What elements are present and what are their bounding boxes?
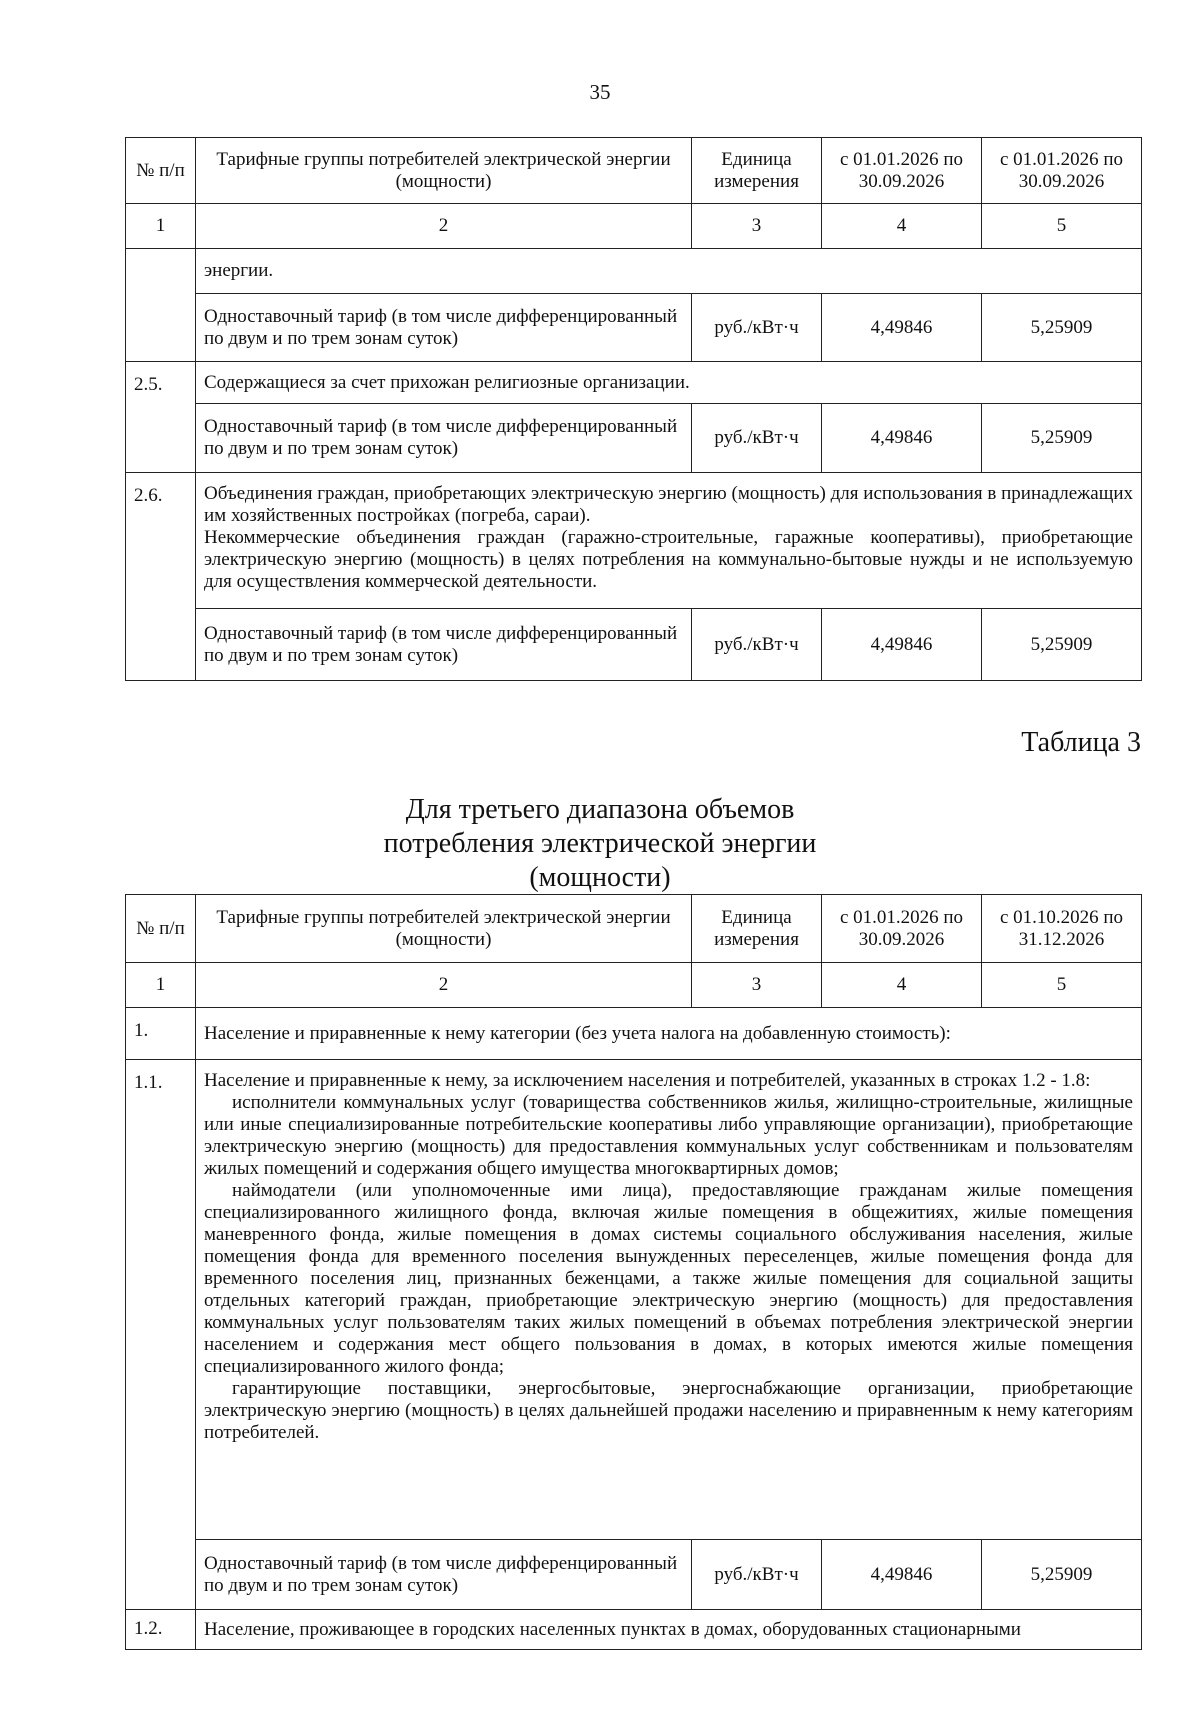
table-header-row [126,138,1142,204]
col-header-groups: Тарифные группы потребителей электрической энергии (мощности) [196,138,692,204]
tariff-value-1: 4,49846 [822,404,982,473]
row-description [196,1060,1142,1540]
table-row [126,249,1142,294]
col-index: 5 [982,963,1142,1008]
row-number: 2.5. [126,362,196,473]
row-description: Содержащиеся за счет прихожан религиозные организации. [196,362,1142,404]
col-header-unit: Единица измерения [692,138,822,204]
col-header-period-1: с 01.01.2026 по 30.09.2026 [822,895,982,963]
tariff-value-2: 5,25909 [982,404,1142,473]
row-description-part: Объединения граждан, приобретающих электрическую энергию (мощность) для использования в принадлежащих им хозяйственных постройках (погреба, сараи). [204,483,1133,526]
row-number: 1. [126,1008,196,1060]
row-number: 1.2. [126,1610,196,1650]
tariff-table-continued [125,137,1142,681]
column-index-row [126,963,1142,1008]
table-row [126,362,1142,404]
tariff-value-2: 5,25909 [982,609,1142,681]
table-label: Таблица 3 [1021,727,1141,758]
tariff-label: Одноставочный тариф (в том числе дифференцированный по двум и по трем зонам суток) [196,609,692,681]
col-header-number: № п/п [126,895,196,963]
tariff-value-2: 5,25909 [982,294,1142,362]
row-description [196,473,1142,609]
table-row [126,1060,1142,1540]
page-number: 35 [589,80,611,104]
row-description: энергии. [196,249,1142,294]
tariff-unit: руб./кВт·ч [692,1540,822,1610]
col-header-period-2: с 01.10.2026 по 31.12.2026 [982,895,1142,963]
tariff-unit: руб./кВт·ч [692,294,822,362]
tariff-row [126,404,1142,473]
col-index: 2 [196,963,692,1008]
col-header-groups: Тарифные группы потребителей электрической энергии (мощности) [196,895,692,963]
tariff-row [126,609,1142,681]
table-heading: Для третьего диапазона объемов потребления электрической энергии (мощности) [383,794,817,893]
row-description: Население и приравненные к нему категории (без учета налога на добавленную стоимость): [196,1008,1142,1060]
row-description-part: наймодатели (или уполномоченные ими лица), предоставляющие гражданам жилые помещения специализированного жилищного фонда, включая жилые помещения в общежитиях, жилые помещения маневренного фонда, жилые помещения в домах системы социального обслуживания населения, жилые помещения фонда для временного поселения вынужденных переселенцев, жилые помещения фонда для временного поселения лиц, признанных беженцами, а также жилые помещения для социальной защиты отдельных категорий граждан, приобретающие электрическую энергию (мощность) для предоставления коммунальных услуг пользователям таких жилых помещений в объемах потребления электрической энергии населением и содержания мест общего пользования в домах, в которых имеются жилые помещения специализированного жилого фонда; [204,1180,1133,1377]
col-header-period-2: с 01.01.2026 по 30.09.2026 [982,138,1142,204]
col-index: 5 [982,204,1142,249]
col-index: 2 [196,204,692,249]
table-row [126,1008,1142,1060]
row-number: 2.6. [126,473,196,681]
tariff-unit: руб./кВт·ч [692,609,822,681]
col-index: 4 [822,963,982,1008]
tariff-value-1: 4,49846 [822,609,982,681]
col-index: 1 [126,963,196,1008]
tariff-label: Одноставочный тариф (в том числе дифференцированный по двум и по трем зонам суток) [196,1540,692,1610]
tariff-unit: руб./кВт·ч [692,404,822,473]
tariff-label: Одноставочный тариф (в том числе дифференцированный по двум и по трем зонам суток) [196,294,692,362]
table-row [126,1610,1142,1650]
col-index: 3 [692,204,822,249]
tariff-row [126,1540,1142,1610]
column-index-row [126,204,1142,249]
row-description-part: исполнители коммунальных услуг (товарищества собственников жилья, жилищно-строительные, жилищные или иные специализированные потребительские кооперативы либо управляющие организации), приобретающие электрическую энергию (мощность) для предоставления коммунальных услуг собственникам и пользователям жилых помещений и содержания общего имущества многоквартирных домов; [204,1092,1133,1179]
col-header-number: № п/п [126,138,196,204]
row-description-part: гарантирующие поставщики, энергосбытовые, энергоснабжающие организации, приобретающие электрическую энергию (мощность) в целях дальнейшей продажи населению и приравненным к нему категориям потребителей. [204,1378,1133,1443]
row-number: 1.1. [126,1060,196,1610]
tariff-row [126,294,1142,362]
tariff-value-2: 5,25909 [982,1540,1142,1610]
row-description-part: Некоммерческие объединения граждан (гаражно-строительные, гаражные кооперативы), приобретающие электрическую энергию (мощность) в целях потребления на коммунально-бытовые нужды и не используемую для осуществления коммерческой деятельности. [204,527,1133,592]
tariff-label: Одноставочный тариф (в том числе дифференцированный по двум и по трем зонам суток) [196,404,692,473]
tariff-table-3 [125,894,1142,1650]
table-header-row [126,895,1142,963]
table-row [126,473,1142,609]
row-description: Население, проживающее в городских населенных пунктах в домах, оборудованных стационарными [196,1610,1142,1650]
tariff-value-1: 4,49846 [822,294,982,362]
tariff-value-1: 4,49846 [822,1540,982,1610]
col-header-unit: Единица измерения [692,895,822,963]
col-index: 4 [822,204,982,249]
col-index: 3 [692,963,822,1008]
row-description-part: Население и приравненные к нему, за исключением населения и потребителей, указанных в строках 1.2 - 1.8: [204,1070,1091,1091]
col-header-period-1: с 01.01.2026 по 30.09.2026 [822,138,982,204]
row-number [126,249,196,362]
col-index: 1 [126,204,196,249]
